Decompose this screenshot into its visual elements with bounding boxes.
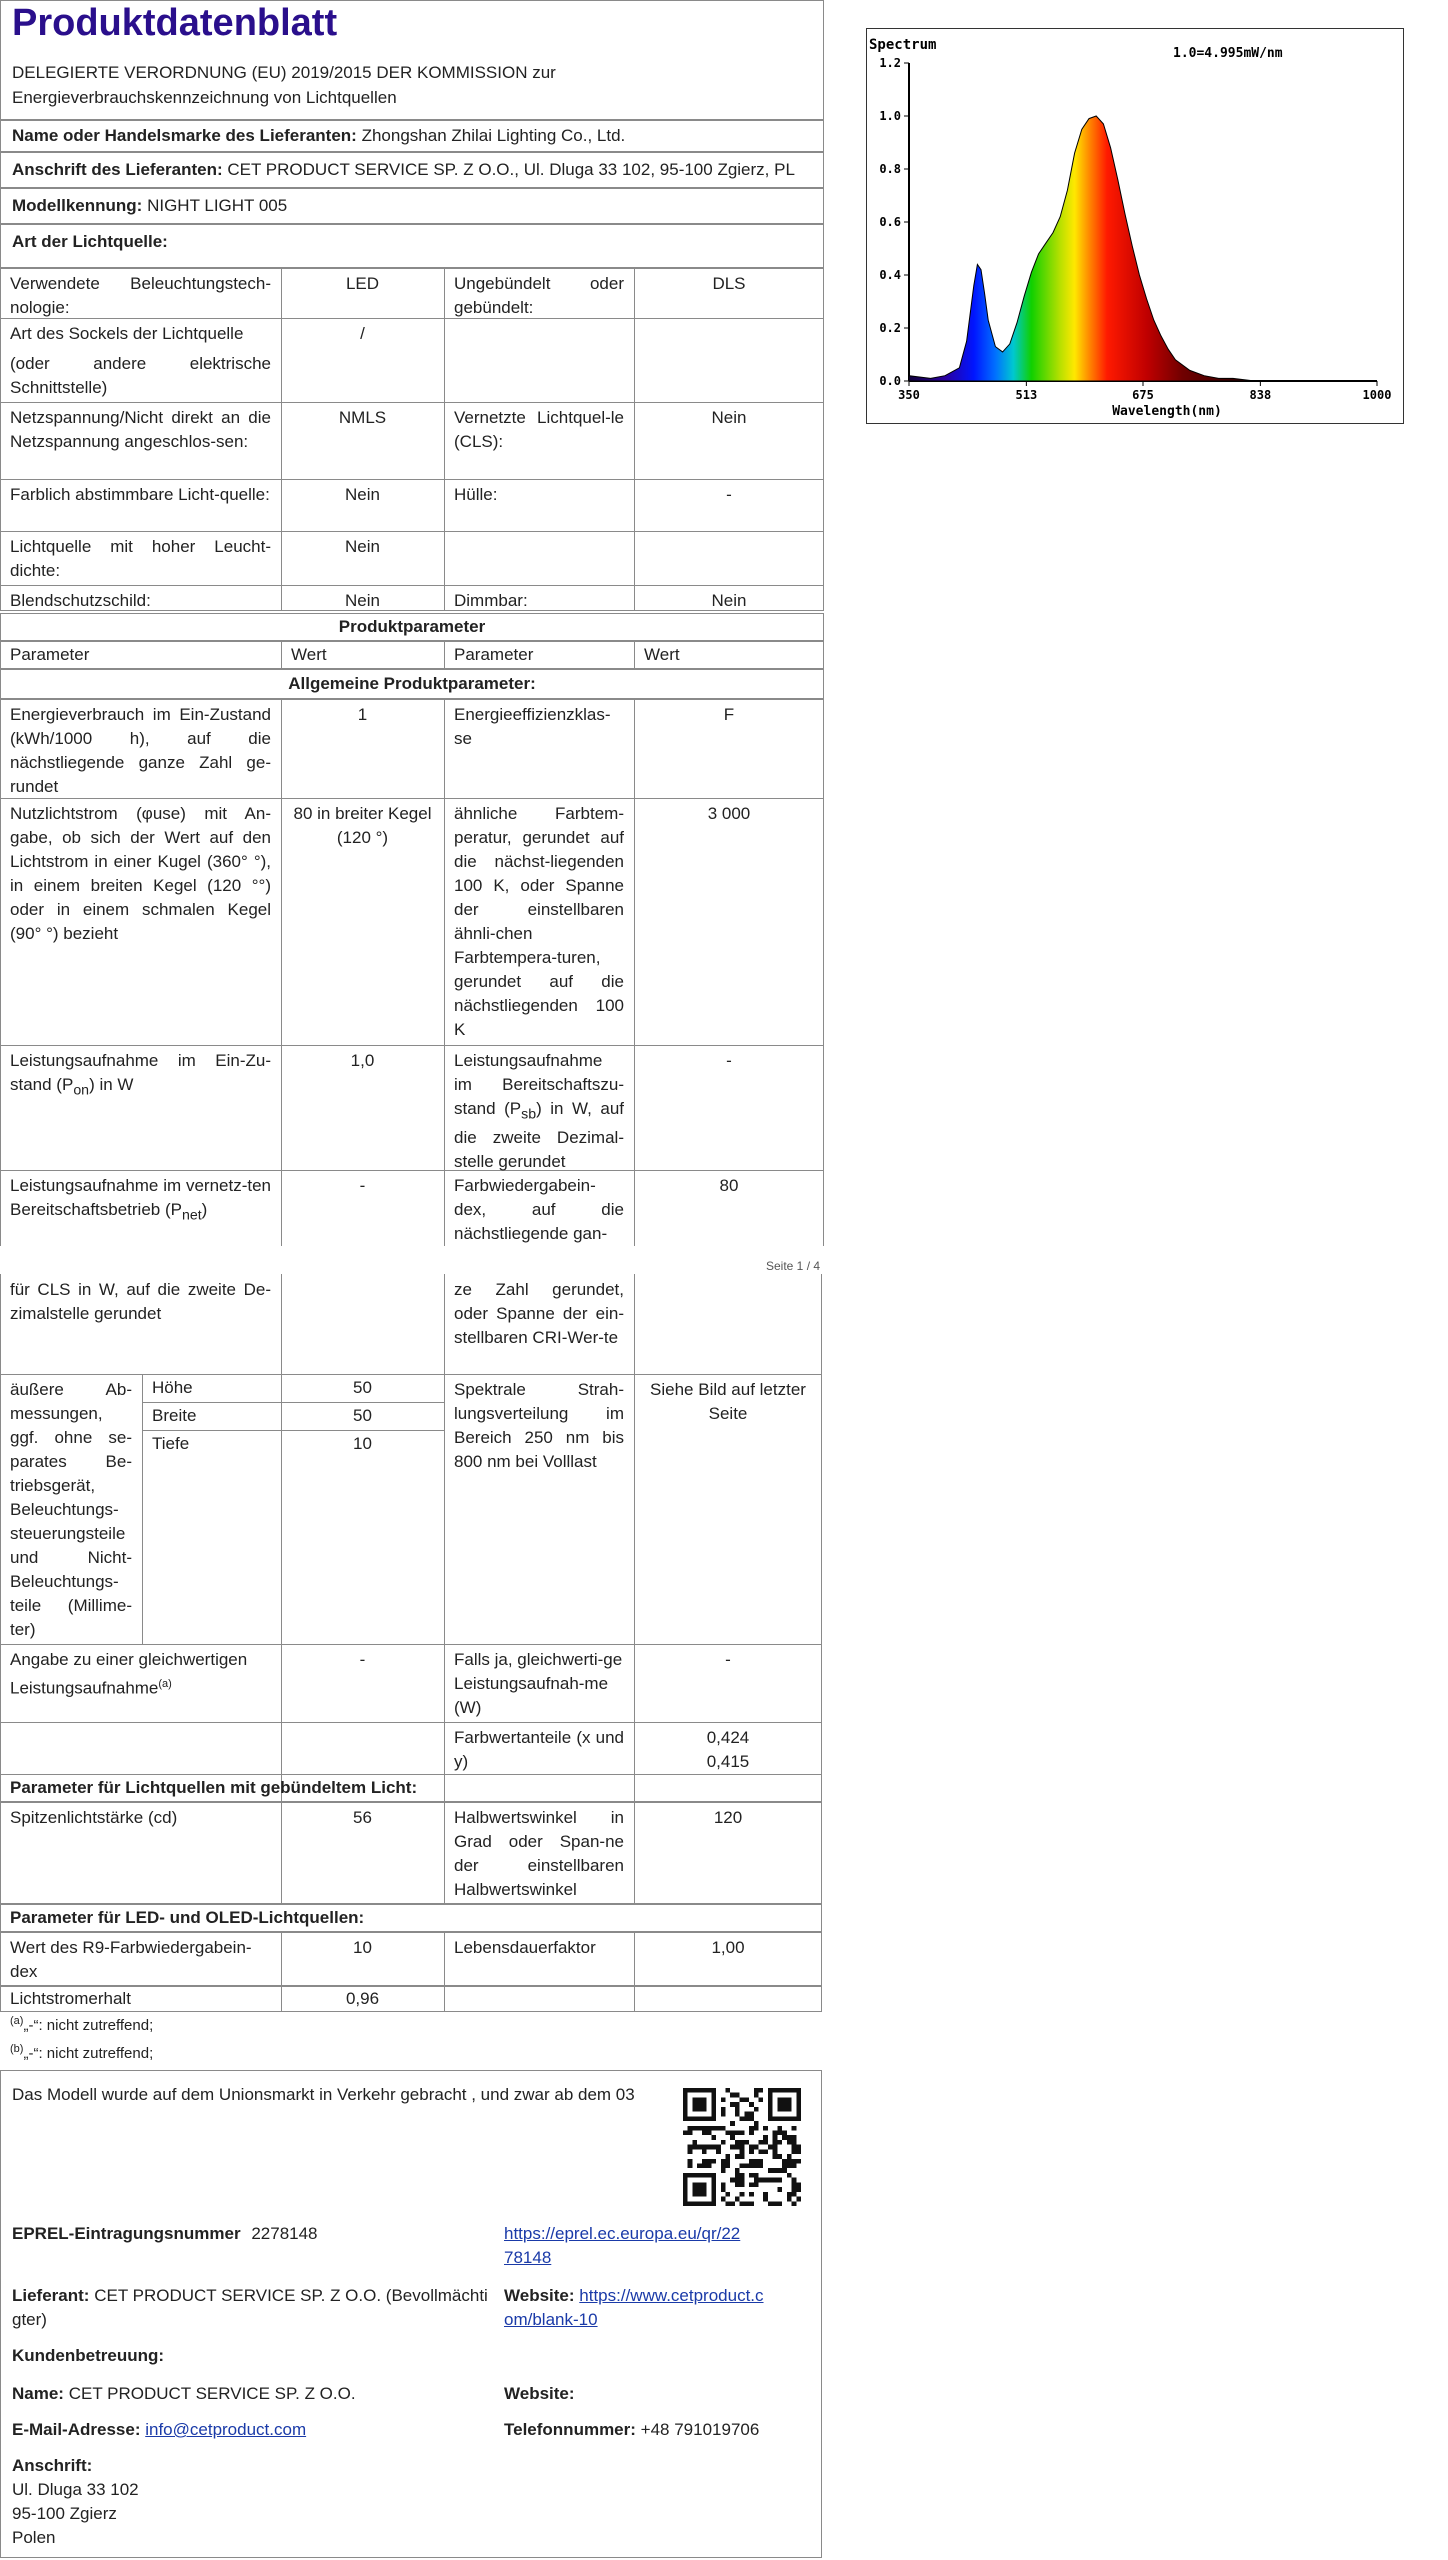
- chart-title: Spectrum: [869, 37, 937, 53]
- customer-service-heading: Kundenbetreuung:: [12, 2346, 165, 2365]
- footnote-a: $^{(a)}$„-“: nicht zutreffend;: [10, 2015, 154, 2034]
- supplier-line: [12, 2284, 492, 2332]
- name-value: CET PRODUCT SERVICE SP. Z O.O.: [68, 2384, 356, 2403]
- col-header-wert-2: Wert: [644, 645, 680, 664]
- type-row-6-value: Nein: [345, 591, 380, 610]
- customer-address: [12, 2454, 139, 2550]
- address-label: Anschrift:: [12, 2456, 93, 2475]
- type-row-6-value-2: Nein: [711, 591, 747, 610]
- networked-standby-value: -: [359, 1176, 366, 1195]
- equivalent-power-watts-value: -: [725, 1650, 731, 1669]
- type-row-1-value-2: DLS: [712, 274, 746, 293]
- r9-value: 10: [353, 1938, 372, 1957]
- peak-intensity-value: 56: [353, 1808, 372, 1827]
- customer-service-name: [12, 2382, 356, 2406]
- x-tick-label: 513: [1015, 388, 1038, 402]
- lumen-maintenance-label: Lichtstromerhalt: [10, 1989, 131, 2008]
- type-row-1-label-2: Ungebündelt oder gebündelt:: [454, 274, 624, 317]
- survival-factor-label: Lebensdauerfaktor: [454, 1938, 596, 1957]
- type-row-5-value: Nein: [345, 537, 380, 556]
- chromaticity-x-value: 0,424: [706, 1728, 750, 1747]
- color-temperature-label: ähnliche Farbtem-peratur, gerundet auf die nächst-liegenden 100 K, oder Spanne der einstellbaren ähnli-chen Farbtempera-turen, gerundet auf die nächstliegenden 100 K: [454, 804, 624, 1039]
- type-row-3-label: Netzspannung/Nicht direkt an die Netzspannung angeschlos-sen:: [10, 408, 271, 451]
- on-mode-power-value: 1,0: [350, 1051, 375, 1070]
- beam-angle-value: 120: [713, 1808, 743, 1827]
- model-label: Modellkennung:: [12, 196, 143, 215]
- supplier-name: [12, 124, 625, 148]
- type-row-2-value: /: [360, 324, 365, 343]
- column-header-row: [0, 641, 824, 669]
- customer-website-label: Website:: [504, 2384, 575, 2403]
- type-row-3-value: NMLS: [338, 408, 387, 427]
- equivalent-power-watts-label: Falls ja, gleichwerti-ge Leistungsaufnah-me (W): [454, 1650, 623, 1717]
- supplier-website: [504, 2284, 814, 2332]
- page-number: Seite 1 / 4: [766, 1259, 821, 1273]
- type-row-4-label: Farblich abstimmbare Licht-quelle:: [10, 485, 270, 504]
- x-tick-label: 838: [1249, 388, 1272, 402]
- col-header-parameter-2: Parameter: [454, 645, 534, 664]
- y-tick-label: 0.4: [879, 268, 901, 282]
- type-row-6-label-2: Dimmbar:: [454, 591, 528, 610]
- eprel-link-line-2[interactable]: 78148: [504, 2248, 552, 2267]
- cri-label: Farbwiedergabein-dex, auf die nächstliegende gan-: [454, 1176, 624, 1243]
- equivalent-power-value: -: [359, 1650, 366, 1669]
- customer-email: [12, 2418, 306, 2442]
- y-tick-label: 1.0: [879, 109, 901, 123]
- luminous-flux-value: 80 in breiter Kegel (120 °): [293, 804, 432, 847]
- y-tick-label: 1.2: [879, 56, 901, 70]
- model-value: NIGHT LIGHT 005: [147, 196, 288, 215]
- model-identifier: [12, 194, 287, 218]
- y-tick-label: 0.0: [879, 374, 901, 388]
- on-mode-power-label: Leistungsaufnahme im Ein-Zu-stand $(P_{on})$ in W: [10, 1051, 271, 1099]
- eprel-link-line-1[interactable]: https://eprel.ec.europa.eu/qr/22: [504, 2224, 741, 2243]
- eprel-number: 2278148: [251, 2224, 318, 2243]
- light-source-type-heading: Art der Lichtquelle:: [12, 232, 168, 251]
- height-value: 50: [353, 1378, 372, 1397]
- spectral-distribution-value: Siehe Bild auf letzter Seite: [650, 1380, 806, 1423]
- energy-class-value: F: [723, 705, 735, 724]
- general-parameters-heading: Allgemeine Produktparameter:: [288, 674, 536, 693]
- width-value: 50: [353, 1406, 372, 1425]
- lieferant-label: Lieferant:: [12, 2286, 90, 2305]
- lieferant-value: CET PRODUCT SERVICE SP. Z O.O. (Bevollmächti gter): [12, 2286, 488, 2329]
- cri-value: 80: [719, 1176, 739, 1195]
- y-tick-label: 0.6: [879, 215, 901, 229]
- type-row-2-label: Art des Sockels der Lichtquelle: [10, 324, 244, 343]
- r9-label: Wert des R9-Farbwiedergabein-dex: [10, 1938, 252, 1981]
- beam-angle-label: Halbwertswinkel in Grad oder Span-ne der einstellbaren Halbwertswinkel: [454, 1808, 624, 1899]
- produktparameter-heading: Produktparameter: [338, 617, 486, 636]
- y-tick-label: 0.2: [879, 321, 901, 335]
- address-line-2: 95-100 Zgierz: [12, 2504, 117, 2523]
- supplier-address: [12, 158, 795, 182]
- type-row-4-label-2: Hülle:: [454, 485, 498, 504]
- website-link-line-2[interactable]: om/blank-10: [504, 2310, 598, 2329]
- type-row-1-value: LED: [345, 274, 380, 293]
- supplier-address-label: Anschrift des Lieferanten:: [12, 160, 223, 179]
- col-header-wert-1: Wert: [291, 645, 327, 664]
- energy-class-label: Energieeffizienzklas-se: [454, 705, 611, 748]
- address-line-3: Polen: [12, 2528, 56, 2547]
- color-temperature-value: 3 000: [707, 804, 751, 823]
- customer-phone: [504, 2418, 759, 2442]
- survival-factor-value: 1,00: [711, 1938, 745, 1957]
- equivalent-power-label: Angabe zu einer gleichwertigen Leistungsaufnahme$^{(a)}$: [10, 1650, 248, 1698]
- type-row-3-label-2: Vernetzte Lichtquel-le (CLS):: [454, 408, 624, 451]
- y-tick-label: 0.8: [879, 162, 901, 176]
- phone-label: Telefonnummer:: [504, 2420, 636, 2439]
- eprel-link[interactable]: [504, 2222, 740, 2270]
- lumen-maintenance-value: 0,96: [345, 1989, 380, 2008]
- type-row-2-label-cont: (oder andere elektrische Schnittstelle): [10, 354, 271, 397]
- market-text: Das Modell wurde auf dem Unionsmarkt in Verkehr gebracht , und zwar ab dem 03: [12, 2085, 635, 2104]
- x-axis-label: Wavelength(nm): [1112, 404, 1222, 419]
- phone-value: +48 791019706: [640, 2420, 760, 2439]
- spectrum-chart: [866, 28, 1404, 424]
- standby-power-label: Leistungsaufnahme im Bereitschaftszu-stand $(P_{sb})$ in W, auf die zweite Dezimal-stelle gerundet: [454, 1051, 625, 1172]
- spectral-distribution-label: Spektrale Strah-lungsverteilung im Bereich 250 nm bis 800 nm bei Volllast: [454, 1380, 624, 1471]
- standby-power-value: -: [726, 1051, 732, 1070]
- address-line-1: Ul. Dluga 33 102: [12, 2480, 139, 2499]
- type-row-4-value-2: -: [726, 485, 732, 504]
- depth-label: Tiefe: [152, 1434, 190, 1453]
- x-tick-label: 1000: [1362, 388, 1392, 402]
- led-heading: Parameter für LED- und OLED-Lichtquellen:: [10, 1908, 365, 1927]
- supplier-name-value: Zhongshan Zhilai Lighting Co., Ltd.: [361, 126, 626, 145]
- width-label: Breite: [152, 1406, 197, 1425]
- spectrum-area: [909, 116, 1377, 381]
- peak-intensity-label: Spitzenlichtstärke (cd): [10, 1808, 178, 1827]
- page-title: Produktdatenblatt: [12, 2, 338, 44]
- networked-standby-label-cont: für CLS in W, auf die zweite De-zimalstelle gerundet: [10, 1280, 271, 1323]
- type-row-1-label: Verwendete Beleuchtungstech-nologie:: [10, 274, 271, 317]
- x-tick-label: 350: [898, 388, 920, 402]
- height-label: Höhe: [152, 1378, 193, 1397]
- chart-annotation: 1.0=4.995mW/nm: [1173, 46, 1283, 61]
- luminous-flux-label: Nutzlichtstrom (φuse) mit An-gabe, ob sich der Wert auf den Lichtstrom in einer Kugel (360° °), in einem breiten Kegel (120 °°) oder in einem schmalen Kegel (90° °) bezieht: [10, 804, 271, 943]
- dimensions-label: äußere Ab-messungen, ggf. ohne se-parates Be-triebsgerät, Beleuchtungs-steuerungsteile und Nicht-Beleuchtungs-teile (Millime-ter): [10, 1380, 132, 1639]
- cri-label-cont: ze Zahl gerundet, oder Spanne der ein-stellbaren CRI-Wer-te: [454, 1280, 624, 1347]
- energy-consumption-value: 1: [357, 705, 368, 724]
- qr-code[interactable]: [683, 2088, 801, 2206]
- chromaticity-label: Farbwertanteile (x und y): [454, 1728, 624, 1771]
- spectrum-svg: [867, 29, 1403, 423]
- supplier-address-value: CET PRODUCT SERVICE SP. Z O.O., Ul. Dluga 33 102, 95-100 Zgierz, PL: [227, 160, 795, 179]
- col-header-parameter-1: Parameter: [10, 645, 90, 664]
- depth-value: 10: [353, 1434, 372, 1453]
- email-label: E-Mail-Adresse:: [12, 2420, 141, 2439]
- website-link-line-1[interactable]: https://www.cetproduct.c: [579, 2286, 764, 2305]
- networked-standby-label: Leistungsaufnahme im vernetz-ten Bereitschaftsbetrieb $(P_{net})$: [10, 1176, 271, 1224]
- eprel-registration: [12, 2222, 318, 2246]
- directional-heading: Parameter für Lichtquellen mit gebündeltem Licht:: [10, 1778, 418, 1797]
- website-label: Website:: [504, 2286, 575, 2305]
- type-row-4-value: Nein: [345, 485, 380, 504]
- type-row-6-label: Blendschutzschild:: [10, 591, 151, 610]
- email-link[interactable]: info@cetproduct.com: [145, 2420, 307, 2439]
- eprel-label: EPREL-Eintragungsnummer: [12, 2224, 241, 2243]
- footnote-b: $^{(b)}$„-“: nicht zutreffend;: [10, 2043, 154, 2062]
- x-tick-label: 675: [1132, 388, 1154, 402]
- type-row-5-label: Lichtquelle mit hoher Leucht-dichte:: [10, 537, 271, 580]
- regulation-subtitle: DELEGIERTE VERORDNUNG (EU) 2019/2015 DER KOMMISSION zur Energieverbrauchskennzeichnung von Lichtquellen: [12, 63, 556, 107]
- type-row-3-value-2: Nein: [711, 408, 747, 427]
- name-label: Name:: [12, 2384, 64, 2403]
- supplier-name-label: Name oder Handelsmarke des Lieferanten:: [12, 126, 357, 145]
- chromaticity-y-value: 0,415: [706, 1752, 750, 1771]
- energy-consumption-label: Energieverbrauch im Ein-Zustand (kWh/1000 h), auf die nächstliegende ganze Zahl ge-rundet: [10, 705, 271, 796]
